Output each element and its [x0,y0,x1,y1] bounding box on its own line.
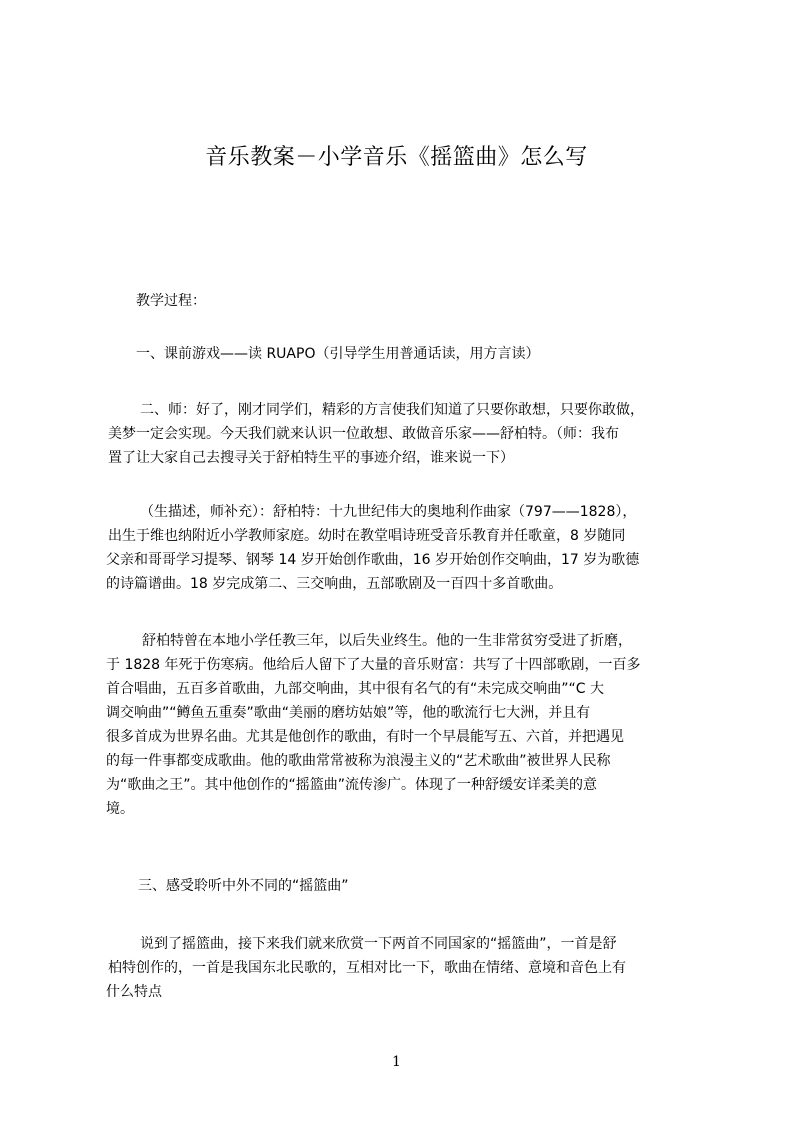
paragraph-process-heading [106,289,702,313]
paragraph-section-5 [106,874,702,898]
text-line: 于 1828 年死于伤寒病。他给后人留下了大量的音乐财富：共写了十四部歌剧，一百多 [106,657,641,673]
text-line: 教学过程： [136,293,206,309]
text-line: 三、感受聆听中外不同的“摇篮曲” [138,878,349,894]
text-line: 调交响曲”“鳟鱼五重奏”歌曲“美丽的磨坊姑娘”等，他的歌流行七大洲，并且有 [106,705,591,721]
text-line: 美梦一定会实现。今天我们就来认识一位敢想、敢做音乐家——舒柏特。（师：我布 [108,426,619,442]
text-line: 很多首成为世界名曲。尤其是他创作的歌曲，有时一个早晨能写五、六首，并把遇见 [106,729,624,745]
paragraph-section-2 [106,398,702,470]
page-number: 1 [392,1054,401,1070]
text-line: 出生于维也纳附近小学教师家庭。幼时在教堂唱诗班受音乐教育并任歌童，8 岁随同 [108,528,626,544]
text-line: 说到了摇篮曲，接下来我们就来欣赏一下两首不同国家的“摇篮曲”，一首是舒 [140,936,617,952]
text-line: （生描述，师补充）：舒柏特：十九世纪伟大的奥地利作曲家（797——1828）， [140,504,637,520]
paragraph-section-6 [106,932,702,1004]
paragraph-section-3 [106,500,702,596]
text-line: 舒柏特曾在本地小学任教三年，以后失业终生。他的一生非常贫穷受进了折磨， [142,633,632,649]
page-title: 音乐教案－小学音乐《摇篮曲》怎么写 [205,145,588,170]
text-line: 的每一件事都变成歌曲。他的歌曲常常被称为浪漫主义的“艺术歌曲”被世界人民称 [106,753,611,769]
text-line: 一、课前游戏——读 RUAPO（引导学生用普通话读，用方言读） [136,346,540,362]
text-line: 首合唱曲，五百多首歌曲，九部交响曲，其中很有名气的有“未完成交响曲”“C 大 [106,681,604,697]
paragraph-section-4 [106,629,702,821]
text-line: 为“歌曲之王”。其中他创作的“摇篮曲”流传渗广。体现了一种舒缓安详柔美的意 [106,777,598,793]
text-line: 的诗篇谱曲。18 岁完成第二、三交响曲，五部歌剧及一百四十多首歌曲。 [106,576,563,592]
text-line: 置了让大家自己去搜寻关于舒柏特生平的事迹介绍，谁来说一下） [108,450,514,466]
text-line: 什么特点 [106,984,162,1000]
paragraph-section-1 [106,342,702,366]
text-line: 境。 [106,801,134,817]
text-line: 二、师：好了，刚才同学们，精彩的方言使我们知道了只要你敢想，只要你敢做， [140,402,644,418]
text-line: 父亲和哥哥学习提琴、钢琴 14 岁开始创作歌曲，16 岁开始创作交响曲，17 岁为歌德 [106,552,640,568]
text-line: 柏特创作的，一首是我国东北民歌的，互相对比一下，歌曲在情绪、意境和音色上有 [108,960,626,976]
